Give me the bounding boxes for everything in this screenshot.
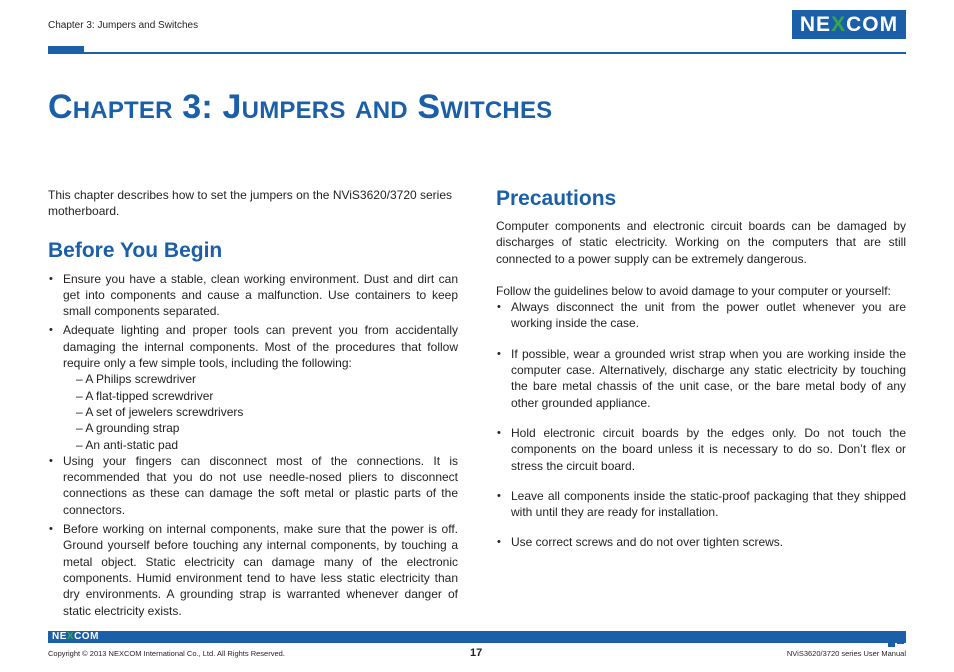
list-item-text: Ensure you have a stable, clean working environment. Dust and dirt can get into components and cause a malfunction. Use containers to keep small components separated. [63,271,458,319]
logo-text-pre: NE [799,12,832,36]
precautions-list [496,299,906,551]
list-item [48,521,458,619]
header-rule [48,52,906,54]
tool-item: – A set of jewelers screwdrivers [76,404,244,419]
precautions-heading: Precautions [496,187,617,210]
tool-item: – An anti-static pad [76,437,179,452]
footer-squares-icon [888,631,906,647]
copyright: Copyright © 2013 NEXCOM International Co., Ltd. All Rights Reserved. [48,649,285,658]
logo-text-x: X [831,12,847,36]
page-number: 17 [470,647,483,659]
tool-item: – A grounding strap [76,421,180,436]
nexcom-logo [792,10,906,39]
left-column [48,187,458,619]
list-item-text: Leave all components inside the static-proof packaging that they shipped with until they are ready for installation. [511,488,906,520]
running-head: Chapter 3: Jumpers and Switches [48,20,199,31]
tool-item: – A flat-tipped screwdriver [76,388,214,403]
footer-logo-post: COM [74,631,99,642]
list-item-text: Using your fingers can disconnect most of the connections. It is recommended that you do not use needle-nosed pliers to disconnect connections as these can damage the soft metal or plastic parts of the connectors. [63,453,458,517]
list-item [48,271,458,320]
list-item [496,346,906,411]
page-title: Chapter 3: Jumpers and Switches [48,88,553,126]
list-item-text: Before working on internal components, make sure that the power is off. Ground yourself before touching any internal components, by touching a metal object. Static electricity can damage many of the electronic components. Humid environment tend to have less static electricity than dry environments. A grounding strap is warranted whenever danger of static electricity exists. [63,522,458,618]
precautions-intro: Computer components and electronic circuit boards can be damaged by discharges of static electricity. Working on the computers that are still connected to a power supply can be extremely dangerous. [496,219,906,266]
right-column [496,186,906,551]
list-item [48,453,458,518]
tool-item: – A Philips screwdriver [76,372,197,387]
list-item-text: Hold electronic circuit boards by the edges only. Do not touch the components on the board unless it is necessary to do so. Don’t flex or stress the circuit board. [511,425,906,473]
list-item-text: Use correct screws and do not over tighten screws. [511,535,784,550]
manual-title: NViS3620/3720 series User Manual [786,649,906,658]
list-item [496,425,906,474]
before-list [48,271,458,619]
footer-bar [48,631,906,643]
footer-logo [52,631,99,643]
list-item [496,299,906,332]
list-item-text: Adequate lighting and proper tools can prevent you from accidentally damaging the internal components. Most of the procedures that follow require only a few simple tools, including the following: [63,323,458,371]
list-item [496,534,906,550]
footer-logo-pre: NE [52,631,67,642]
list-item [48,322,458,452]
before-you-begin-heading: Before You Begin [48,238,223,262]
precautions-guidelines: Follow the guidelines below to avoid damage to your computer or yourself: [496,283,891,298]
list-item-text: If possible, wear a grounded wrist strap when you are working inside the computer case. Alternatively, discharge any static electricity by touching the bare metal chassis of the unit case, or the bare metal body of any other grounded appliance. [511,346,906,410]
footer-logo-x: X [66,631,75,642]
list-item [496,488,906,521]
intro-paragraph: This chapter describes how to set the jumpers on the NViS3620/3720 series motherboard. [48,188,453,219]
logo-text-post: COM [846,12,899,36]
list-item-text: Always disconnect the unit from the power outlet whenever you are working inside the case. [511,300,906,331]
tools-list [63,371,458,452]
